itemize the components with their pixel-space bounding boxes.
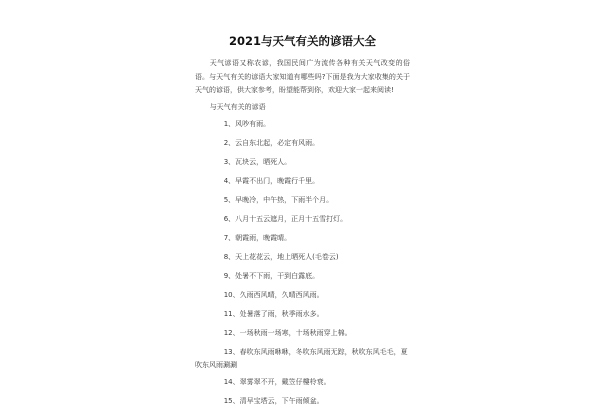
proverb-list [195, 118, 410, 409]
list-item: 6、八月十五云遮月，正月十五雪打灯。 [223, 214, 348, 223]
document-page [195, 33, 410, 414]
list-item: 1、风吵有雨。 [223, 119, 271, 128]
list-item: 4、早霞不出门，晚霞行千里。 [223, 176, 320, 185]
list-item: 3、瓦块云，晒死人。 [223, 157, 292, 166]
list-item: 14、翠雾翠不开，戴笠仔樓柃衰。 [223, 378, 331, 386]
list-item: 2、云自东北起，必定有风雨。 [223, 138, 320, 147]
document-title: 2021与天气有关的谚语大全 [228, 34, 376, 48]
section-subheading: 与天气有关的谚语 [209, 102, 266, 111]
list-item: 5、早晚冷，中午热，下雨半个月。 [223, 195, 334, 204]
list-item: 13、春吹东风雨咻咻，冬吹东风雨无踪，秋吹东风毛毛，夏吹东风雨涮涮 [195, 347, 408, 369]
list-item: 12、一场秋雨一场寒，十场秋雨穿上棉。 [223, 328, 352, 337]
list-item: 9、处暑不下雨，干到白露底。 [223, 271, 320, 280]
list-item: 11、处暑落了雨，秋季雨水多。 [223, 309, 324, 318]
list-item: 15、清早宝塔云，下午雨倾盆。 [223, 397, 324, 405]
list-item: 8、天上花花云，地上晒死人(毛卷云) [223, 252, 339, 261]
list-item: 7、朝霞雨，晚霞晴。 [223, 233, 292, 242]
intro-paragraph: 天气谚语又称农谚，我国民间广为流传各种有关天气改变的俗语。与天气有关的谚语大家知道有哪些吗?下面是我为大家收集的关于天气的谚语，供大家参考，盼望能帮到你，欢迎大家一起来阅读! [195, 59, 410, 94]
list-item: 10、久雨西风晴，久晴西风雨。 [223, 290, 324, 299]
